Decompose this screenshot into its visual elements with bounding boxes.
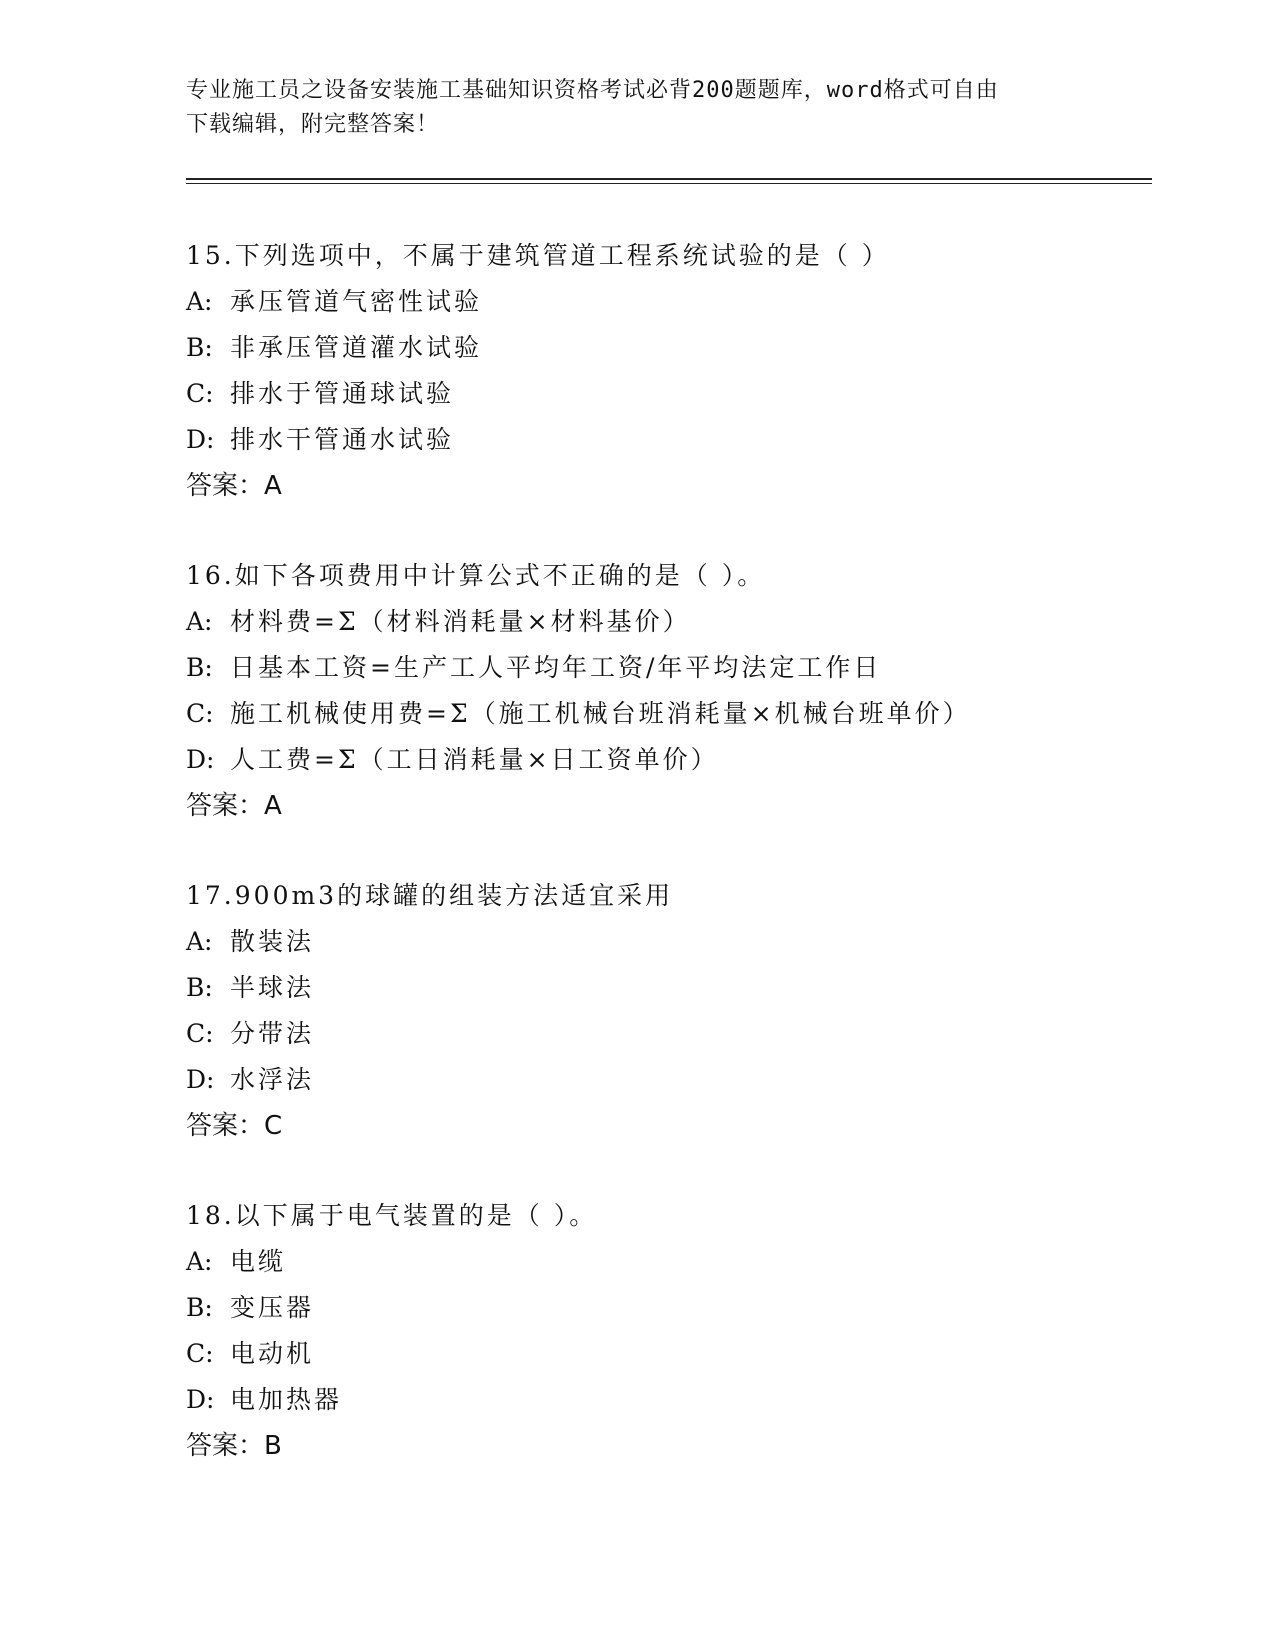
question-stem: 17.900m3的球罐的组装方法适宜采用	[186, 881, 674, 910]
option-text: 散装法	[230, 927, 315, 956]
option-text: 非承压管道灌水试验	[230, 333, 483, 362]
option-b	[186, 325, 1186, 371]
option-d	[186, 417, 1186, 463]
option-letter: D:	[186, 425, 215, 454]
option-a	[186, 919, 1186, 965]
option-text: 施工机械使用费=Σ（施工机械台班消耗量×机械台班单价）	[230, 699, 971, 728]
option-letter: D:	[186, 745, 215, 774]
question-17	[186, 873, 1186, 1149]
question-15	[186, 233, 1186, 509]
option-a	[186, 279, 1186, 325]
question-18	[186, 1193, 1186, 1469]
header-rule-thick	[186, 178, 1152, 180]
option-b	[186, 1285, 1186, 1331]
option-letter: C:	[186, 1339, 214, 1368]
option-c	[186, 371, 1186, 417]
option-text: 排水干管通水试验	[230, 425, 455, 454]
option-text: 人工费=Σ（工日消耗量×日工资单价）	[230, 745, 719, 774]
option-a	[186, 599, 1186, 645]
question-stem: 16.如下各项费用中计算公式不正确的是（ ）。	[186, 561, 766, 590]
option-letter: C:	[186, 699, 214, 728]
question-stem: 18.以下属于电气装置的是（ ）。	[186, 1201, 598, 1230]
option-letter: A:	[186, 927, 213, 956]
option-d	[186, 1057, 1186, 1103]
option-text: 电动机	[230, 1339, 315, 1368]
option-letter: C:	[186, 379, 214, 408]
option-a	[186, 1239, 1186, 1285]
question-16	[186, 553, 1186, 829]
header-line-1: 专业施工员之设备安装施工基础知识资格考试必背200题题库，word格式可自由	[186, 78, 999, 103]
option-letter: C:	[186, 1019, 214, 1048]
option-text: 水浮法	[230, 1065, 315, 1094]
option-letter: D:	[186, 1385, 215, 1414]
option-text: 电缆	[230, 1247, 287, 1276]
option-text: 半球法	[230, 973, 315, 1002]
option-letter: B:	[186, 1293, 213, 1322]
answer-line: 答案：B	[186, 1431, 282, 1461]
option-letter: B:	[186, 973, 213, 1002]
header-rule-thin	[186, 183, 1152, 184]
option-d	[186, 737, 1186, 783]
option-b	[186, 965, 1186, 1011]
option-text: 日基本工资=生产工人平均年工资/年平均法定工作日	[230, 653, 882, 682]
option-letter: D:	[186, 1065, 215, 1094]
option-letter: B:	[186, 333, 213, 362]
answer-line: 答案：C	[186, 1111, 283, 1141]
option-letter: A:	[186, 287, 213, 316]
option-letter: A:	[186, 1247, 213, 1276]
option-text: 变压器	[230, 1293, 315, 1322]
option-c	[186, 691, 1186, 737]
answer-line: 答案：A	[186, 471, 282, 501]
answer-line: 答案：A	[186, 791, 282, 821]
document-header	[186, 74, 1086, 142]
option-text: 材料费=Σ（材料消耗量×材料基价）	[230, 607, 691, 636]
option-c	[186, 1331, 1186, 1377]
option-letter: B:	[186, 653, 213, 682]
option-c	[186, 1011, 1186, 1057]
option-text: 排水于管通球试验	[230, 379, 455, 408]
header-line-2: 下载编辑，附完整答案！	[186, 112, 440, 137]
option-b	[186, 645, 1186, 691]
option-letter: A:	[186, 607, 213, 636]
option-text: 分带法	[230, 1019, 315, 1048]
option-text: 承压管道气密性试验	[230, 287, 483, 316]
option-text: 电加热器	[230, 1385, 343, 1414]
option-d	[186, 1377, 1186, 1423]
question-stem: 15.下列选项中，不属于建筑管道工程系统试验的是（ ）	[186, 241, 890, 270]
